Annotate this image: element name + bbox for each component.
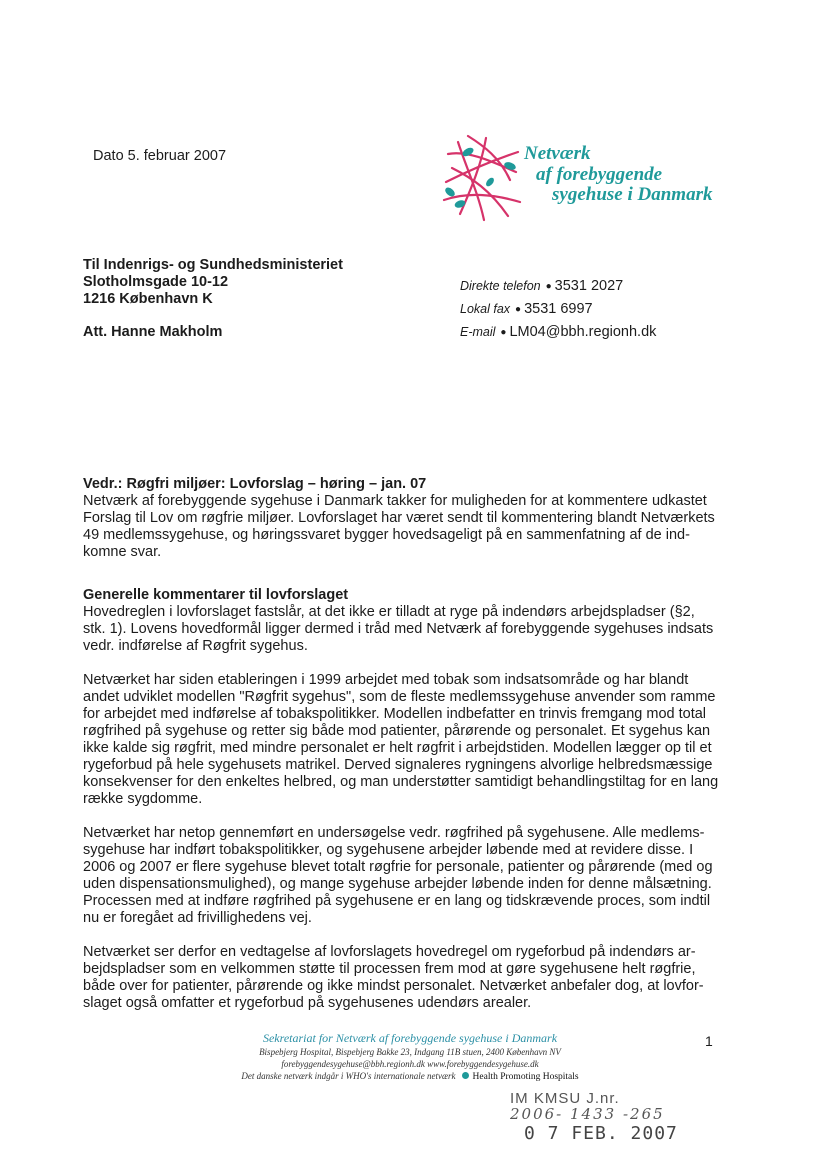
recipient-address xyxy=(83,257,343,308)
text-line: 49 medlemssygehuse, og høringssvaret bygger hovedsageligt på en sammenfatning af de ind- xyxy=(83,527,690,543)
text-line: uden dispensationsmulighed), og mange sygehuse arbejder løbende inden for denne målsætning. xyxy=(83,876,712,892)
received-stamp xyxy=(510,1090,710,1144)
text-line: for arbejdet med indførelse af tobakspolitikker. Modellen indbefatter en trinvis fremgang mod total xyxy=(83,706,707,722)
stamp-journal-number: 2006- 1433 -265 xyxy=(510,1105,665,1123)
footer-address: Bispebjerg Hospital, Bispebjerg Bakke 23, Indgang 11B stuen, 2400 København NV xyxy=(259,1047,561,1057)
network-mark-icon xyxy=(438,132,524,224)
text-line: røgfrihed på sygehuse og retter sig både mod patienter, pårørende og personalet. Et sygehus kan xyxy=(83,723,711,739)
text-line: nu er foregået ad frivillighedens vej. xyxy=(83,910,312,926)
text-line: 2006 og 2007 er flere sygehuse blevet totalt røgfrie for personale, patienter og pårørende (med og xyxy=(83,859,713,875)
bullet-icon: ● xyxy=(515,304,522,315)
logo-line-1: Netværk xyxy=(524,143,591,164)
text-line: sygehuse har indført tobakspolitikker, og sygehusene arbejder løbende med at revidere disse. I xyxy=(83,842,694,858)
recipient-attention: Att. Hanne Makholm xyxy=(83,324,223,340)
text-line: konsekvenser for den enkeltes helbred, og man understøtter samtidigt behandlingstiltag for en lang xyxy=(83,774,719,790)
hph-dot-icon xyxy=(462,1072,469,1079)
intro-paragraph xyxy=(83,493,733,561)
letter-footer xyxy=(190,1031,630,1083)
fax-label: Lokal fax xyxy=(460,302,511,316)
bullet-icon: ● xyxy=(545,281,552,292)
organization-logo xyxy=(438,132,728,224)
text-line: andet udviklet modellen "Røgfrit sygehus", som de fleste medlemssygehuse anvender som ramme xyxy=(83,689,716,705)
letter-date: Dato 5. februar 2007 xyxy=(93,148,227,164)
letter-body xyxy=(83,476,733,1012)
footer-network xyxy=(190,1070,630,1083)
text-line: Netværk af forebyggende sygehuse i Danmark takker for muligheden for at kommentere udkastet xyxy=(83,493,707,509)
fax-row xyxy=(460,298,656,321)
phone-value: 3531 2027 xyxy=(554,278,624,294)
text-line: række sygdomme. xyxy=(83,791,203,807)
text-line: vedr. indførelse af Røgfrit sygehus. xyxy=(83,638,308,654)
text-line: stk. 1). Lovens hovedformål ligger dermed i tråd med Netværk af forebyggende sygehuses indsats xyxy=(83,621,714,637)
footer-contact[interactable]: forebyggendesygehuse@bbh.regionh.dk www.forebyggendesygehuse.dk xyxy=(281,1059,539,1069)
subject-line: Vedr.: Røgfri miljøer: Lovforslag – høring – jan. 07 xyxy=(83,476,427,492)
bullet-icon: ● xyxy=(500,327,507,338)
page-number: 1 xyxy=(705,1033,713,1049)
text-line: bejdspladser som en velkommen støtte til processen frem mod at gøre sygehusene helt røgfrie, xyxy=(83,961,696,977)
stamp-date: 0 7 FEB. 2007 xyxy=(524,1123,678,1144)
paragraph-1 xyxy=(83,604,733,655)
paragraph-4 xyxy=(83,944,733,1012)
email-label: E-mail xyxy=(460,325,496,339)
fax-value: 3531 6997 xyxy=(524,301,593,317)
phone-row xyxy=(460,275,656,298)
footer-title: Sekretariat for Netværk af forebyggende sygehuse i Danmark xyxy=(262,1031,558,1045)
stamp-journal-label: IM KMSU J.nr. xyxy=(510,1090,620,1107)
text-line: slaget også omfatter et rygeforbud på sygehusenes udendørs arealer. xyxy=(83,995,532,1011)
email-value[interactable]: LM04@bbh.regionh.dk xyxy=(509,324,657,340)
text-line: både over for patienter, pårørende og ikke mindst personalet. Netværket anbefaler dog, at lovfor- xyxy=(83,978,704,994)
recipient-street: Slotholmsgade 10-12 xyxy=(83,274,229,290)
section-heading: Generelle kommentarer til lovforslaget xyxy=(83,587,349,603)
paragraph-2 xyxy=(83,672,733,808)
text-line: Forslag til Lov om røgfrie miljøer. Lovforslaget har været sendt til kommentering blandt Netværkets xyxy=(83,510,715,526)
paragraph-3 xyxy=(83,825,733,927)
text-line: Netværket har netop gennemført en undersøgelse vedr. røgfrihed på sygehusene. Alle medlems- xyxy=(83,825,705,841)
footer-who-text: Det danske netværk indgår i WHO's internationale netværk xyxy=(241,1071,456,1081)
logo-line-2: af forebyggende xyxy=(536,164,663,185)
logo-line-3: sygehuse i Danmark xyxy=(552,184,713,205)
recipient-city: 1216 København K xyxy=(83,291,213,307)
text-line: Netværket har siden etableringen i 1999 arbejdet med tobak som indsatsområde og har blandt xyxy=(83,672,689,688)
text-line: Netværket ser derfor en vedtagelse af lovforslagets hovedregel om rygeforbud på indendørs ar- xyxy=(83,944,696,960)
contact-block xyxy=(460,275,656,344)
text-line: rygeforbud på hele sygehusets matrikel. Derved signaleres rygningens alvorlige helbredsmæssige xyxy=(83,757,713,773)
text-line: Processen med at indføre røgfrihed på sygehusene er en lang og tidskrævende proces, som indtil xyxy=(83,893,711,909)
email-row xyxy=(460,321,656,344)
recipient-name: Til Indenrigs- og Sundhedsministeriet xyxy=(83,257,343,273)
text-line: Hovedreglen i lovforslaget fastslår, at det ikke er tilladt at ryge på indendørs arbejdspladser (§2, xyxy=(83,604,695,620)
text-line: komne svar. xyxy=(83,544,162,560)
phone-label: Direkte telefon xyxy=(460,279,541,293)
text-line: ikke kalde sig røgfrit, med mindre personalet er helt røgfrit i arbejdstiden. Modellen lægger op til et xyxy=(83,740,712,756)
hph-label: Health Promoting Hospitals xyxy=(472,1072,579,1082)
